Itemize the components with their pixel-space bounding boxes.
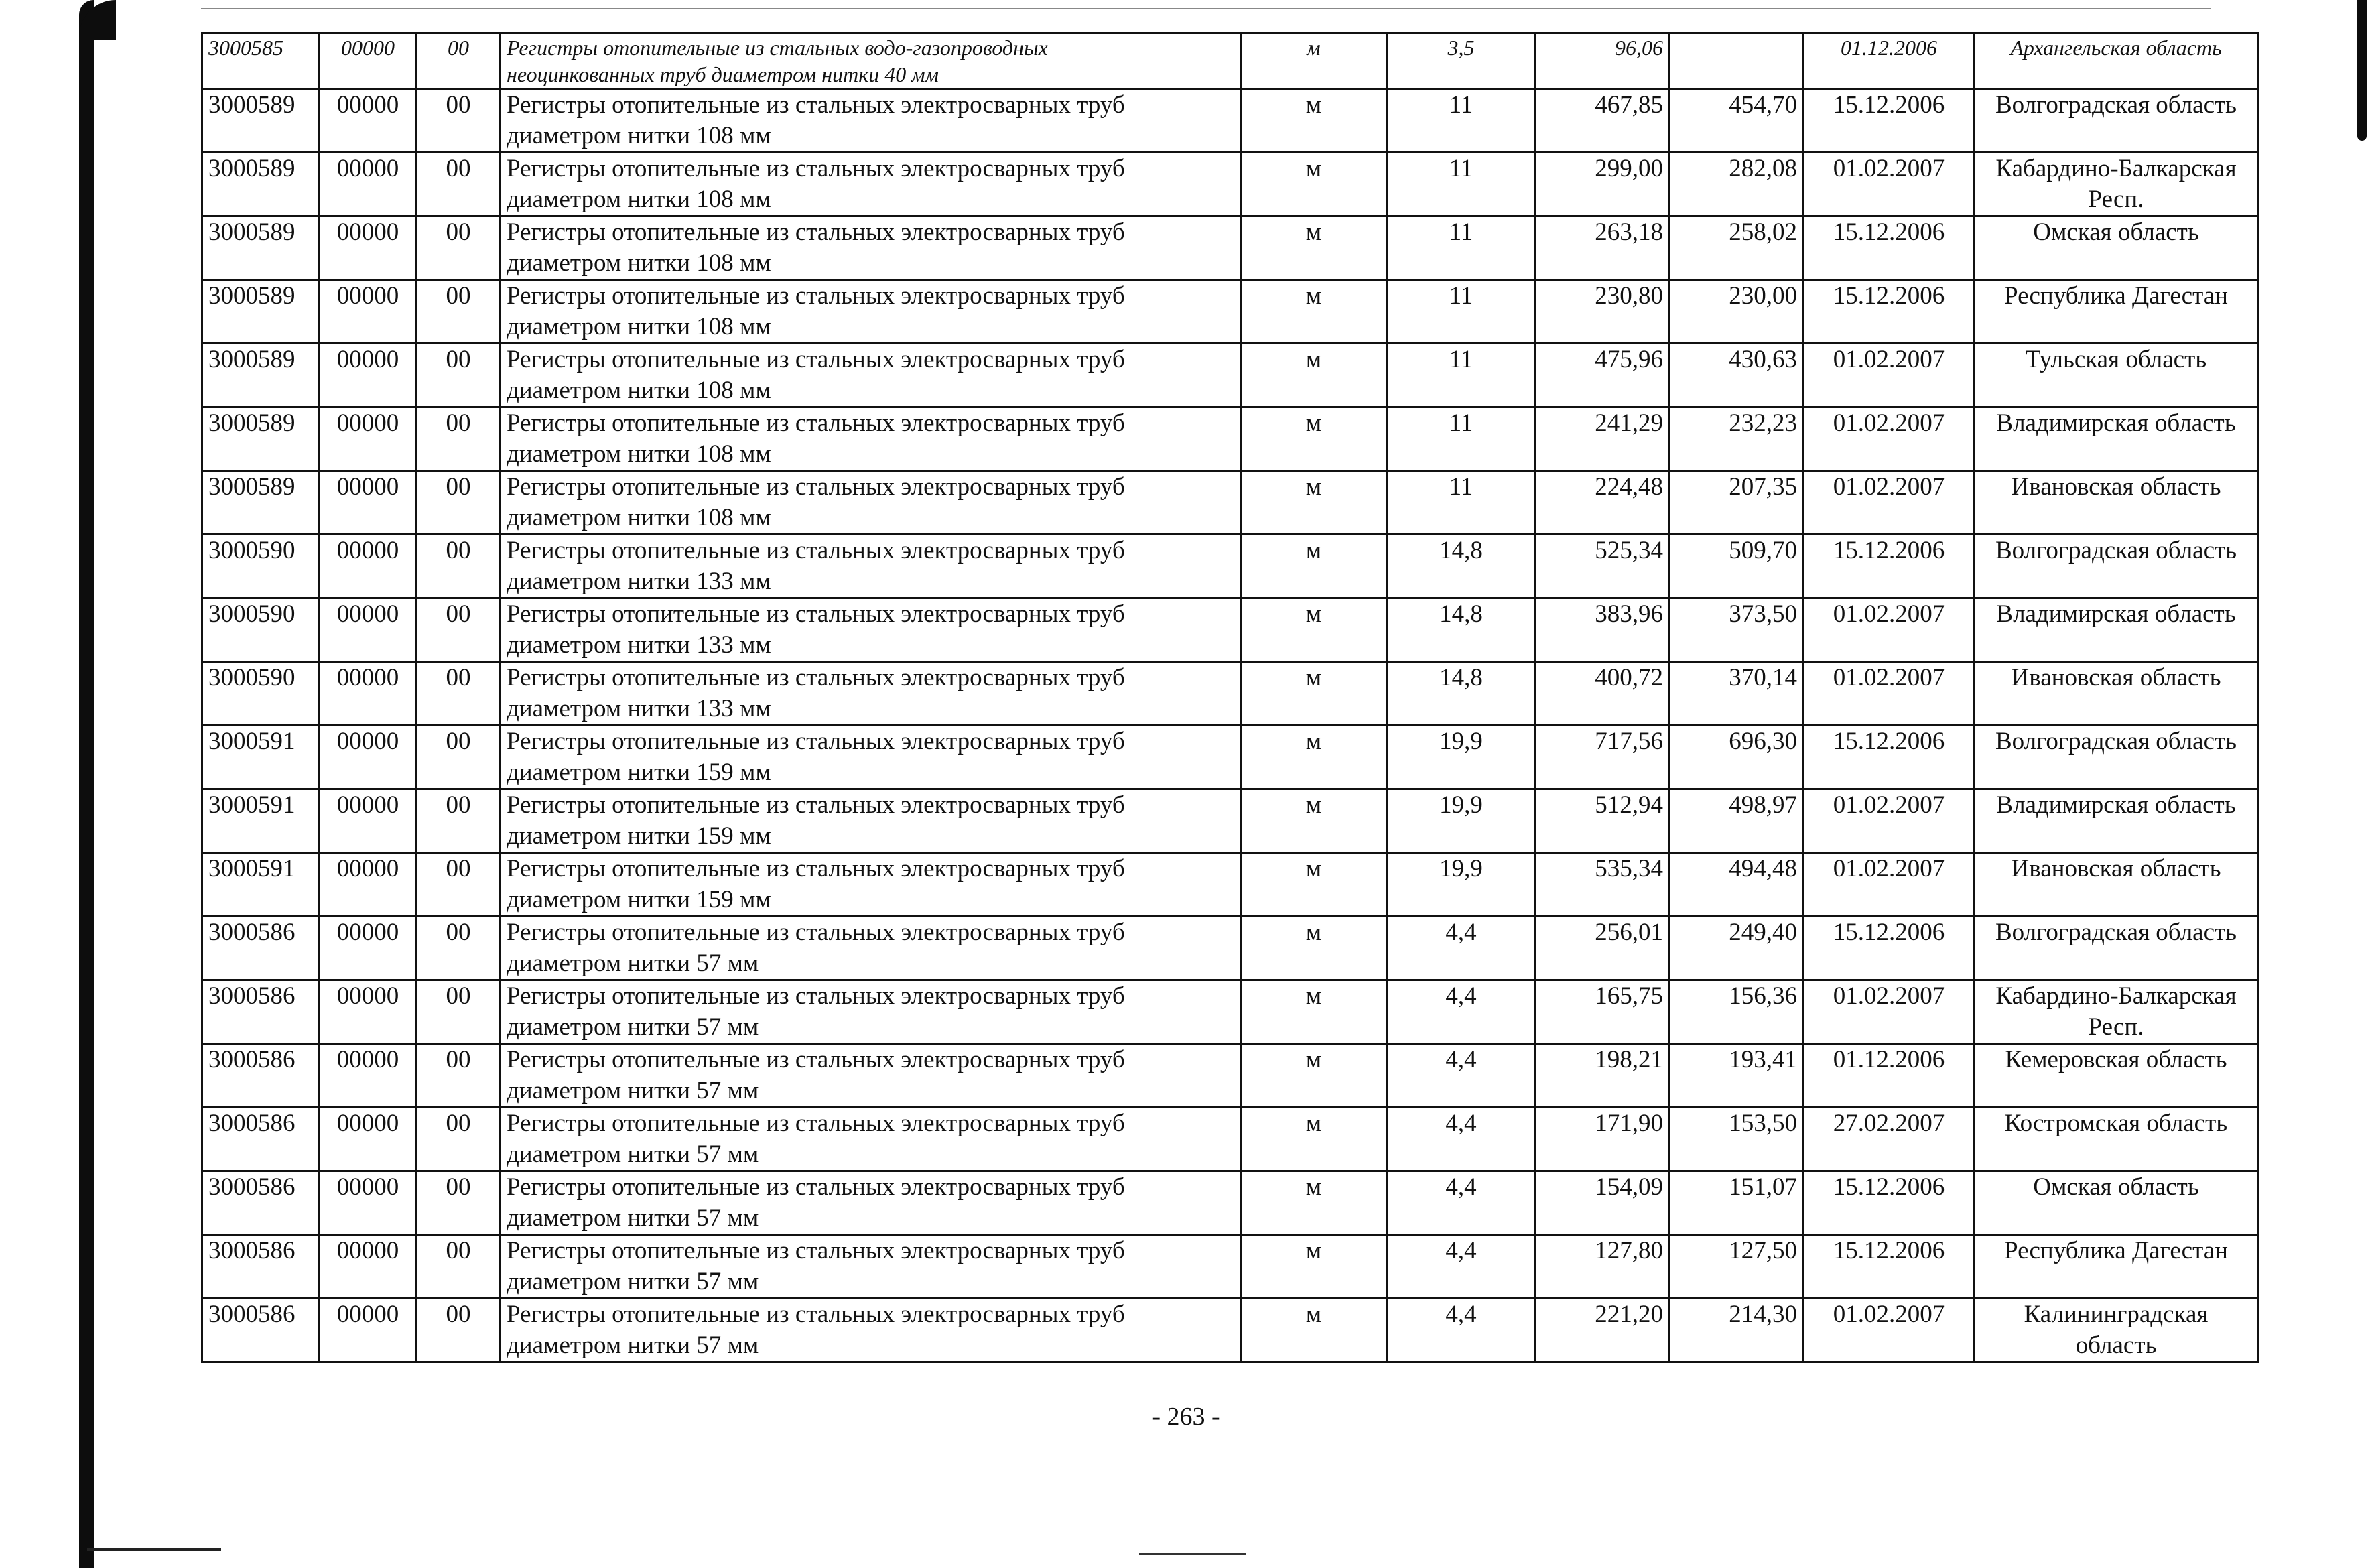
scan-shadow-right [2357, 0, 2367, 141]
cell-price-2: 430,63 [1670, 344, 1804, 407]
price-register-table [201, 32, 2259, 1363]
cell-name-line-2: диаметром нитки 108 мм [507, 186, 771, 213]
cell-name-line-2: диаметром нитки 57 мм [507, 1268, 759, 1295]
cell-date: 15.12.2006 [1804, 216, 1975, 280]
cell-name [501, 344, 1241, 407]
cell-name-line-2: диаметром нитки 159 мм [507, 886, 771, 913]
cell-region: Тульская область [1975, 344, 2258, 407]
cell-subcode-2: 00 [417, 407, 501, 471]
cell-price-1: 241,29 [1536, 407, 1670, 471]
cell-quantity: 4,4 [1387, 1044, 1536, 1108]
cell-name-line-1: Регистры отопительные из стальных электросварных труб [507, 664, 1125, 692]
cell-date: 27.02.2007 [1804, 1108, 1975, 1171]
cell-region: Архангельская область [1975, 34, 2258, 89]
cell-subcode: 00000 [320, 535, 417, 598]
cell-subcode-2: 00 [417, 789, 501, 853]
cell-name-line-1: Регистры отопительные из стальных электросварных труб [507, 346, 1125, 373]
cell-code: 3000589 [202, 153, 320, 216]
scan-shadow-left [79, 0, 94, 1568]
cell-region: Омская область [1975, 1171, 2258, 1235]
cell-subcode-2: 00 [417, 598, 501, 662]
cell-quantity: 19,9 [1387, 789, 1536, 853]
cell-price-1: 525,34 [1536, 535, 1670, 598]
cell-region: Волгоградская область [1975, 535, 2258, 598]
cell-price-2: 454,70 [1670, 89, 1804, 153]
cell-price-2: 151,07 [1670, 1171, 1804, 1235]
cell-unit: м [1241, 1108, 1387, 1171]
cell-subcode: 00000 [320, 471, 417, 535]
cell-name [501, 535, 1241, 598]
cell-subcode-2: 00 [417, 917, 501, 980]
cell-date: 01.02.2007 [1804, 598, 1975, 662]
cell-price-1: 96,06 [1536, 34, 1670, 89]
cell-subcode-2: 00 [417, 89, 501, 153]
cell-quantity: 4,4 [1387, 1299, 1536, 1362]
cell-name-line-1: Регистры отопительные из стальных электросварных труб [507, 91, 1125, 119]
table-row [202, 407, 2258, 471]
cell-quantity: 14,8 [1387, 535, 1536, 598]
cell-name-line-2: диаметром нитки 108 мм [507, 249, 771, 277]
cell-subcode: 00000 [320, 216, 417, 280]
cell-subcode: 00000 [320, 153, 417, 216]
table-row [202, 471, 2258, 535]
cell-price-2 [1670, 34, 1804, 89]
cell-region: Кабардино-Балкарская Респ. [1975, 153, 2258, 216]
cell-price-1: 154,09 [1536, 1171, 1670, 1235]
cell-quantity: 14,8 [1387, 598, 1536, 662]
cell-subcode-2: 00 [417, 34, 501, 89]
cell-quantity: 19,9 [1387, 726, 1536, 789]
cell-price-2: 214,30 [1670, 1299, 1804, 1362]
cell-price-2: 498,97 [1670, 789, 1804, 853]
cell-subcode-2: 00 [417, 726, 501, 789]
cell-region: Республика Дагестан [1975, 1235, 2258, 1299]
cell-subcode-2: 00 [417, 662, 501, 726]
cell-name-line-2: диаметром нитки 133 мм [507, 631, 771, 659]
cell-code: 3000586 [202, 1108, 320, 1171]
cell-price-2: 156,36 [1670, 980, 1804, 1044]
cell-code: 3000591 [202, 726, 320, 789]
cell-name [501, 216, 1241, 280]
cell-quantity: 3,5 [1387, 34, 1536, 89]
cell-price-2: 696,30 [1670, 726, 1804, 789]
cell-quantity: 4,4 [1387, 1108, 1536, 1171]
cell-subcode: 00000 [320, 407, 417, 471]
cell-price-1: 221,20 [1536, 1299, 1670, 1362]
cell-name-line-2: диаметром нитки 108 мм [507, 504, 771, 531]
cell-quantity: 11 [1387, 471, 1536, 535]
cell-unit: м [1241, 471, 1387, 535]
cell-code: 3000586 [202, 1299, 320, 1362]
cell-price-1: 467,85 [1536, 89, 1670, 153]
cell-price-1: 400,72 [1536, 662, 1670, 726]
cell-name [501, 980, 1241, 1044]
cell-name [501, 34, 1241, 89]
cell-name [501, 89, 1241, 153]
cell-name-line-2: диаметром нитки 108 мм [507, 122, 771, 149]
scan-line-top [201, 8, 2211, 9]
cell-quantity: 11 [1387, 89, 1536, 153]
cell-subcode: 00000 [320, 917, 417, 980]
cell-subcode-2: 00 [417, 1044, 501, 1108]
cell-quantity: 11 [1387, 344, 1536, 407]
table-row [202, 598, 2258, 662]
cell-price-2: 373,50 [1670, 598, 1804, 662]
cell-price-2: 207,35 [1670, 471, 1804, 535]
table-row [202, 1108, 2258, 1171]
cell-subcode-2: 00 [417, 1299, 501, 1362]
cell-subcode: 00000 [320, 662, 417, 726]
table-row [202, 726, 2258, 789]
cell-date: 01.02.2007 [1804, 153, 1975, 216]
cell-subcode-2: 00 [417, 471, 501, 535]
cell-price-2: 370,14 [1670, 662, 1804, 726]
cell-name [501, 153, 1241, 216]
cell-price-1: 535,34 [1536, 853, 1670, 917]
table-row [202, 662, 2258, 726]
cell-price-1: 127,80 [1536, 1235, 1670, 1299]
cell-unit: м [1241, 34, 1387, 89]
cell-region: Волгоградская область [1975, 726, 2258, 789]
table-row [202, 1235, 2258, 1299]
cell-subcode: 00000 [320, 980, 417, 1044]
cell-quantity: 19,9 [1387, 853, 1536, 917]
cell-name [501, 789, 1241, 853]
cell-code: 3000589 [202, 89, 320, 153]
cell-unit: м [1241, 853, 1387, 917]
cell-quantity: 11 [1387, 216, 1536, 280]
cell-date: 01.02.2007 [1804, 853, 1975, 917]
cell-name-line-1: Регистры отопительные из стальных электросварных труб [507, 791, 1125, 819]
cell-date: 15.12.2006 [1804, 917, 1975, 980]
cell-date: 01.02.2007 [1804, 407, 1975, 471]
cell-subcode-2: 00 [417, 1171, 501, 1235]
cell-subcode-2: 00 [417, 344, 501, 407]
cell-code: 3000590 [202, 535, 320, 598]
cell-name-line-2: диаметром нитки 57 мм [507, 1204, 759, 1232]
cell-name-line-2: диаметром нитки 159 мм [507, 759, 771, 786]
cell-subcode-2: 00 [417, 1235, 501, 1299]
cell-price-1: 299,00 [1536, 153, 1670, 216]
table-row [202, 1044, 2258, 1108]
cell-price-1: 224,48 [1536, 471, 1670, 535]
cell-price-1: 165,75 [1536, 980, 1670, 1044]
cell-name [501, 471, 1241, 535]
cell-subcode: 00000 [320, 789, 417, 853]
cell-name-line-2: диаметром нитки 108 мм [507, 377, 771, 404]
cell-name-line-2: диаметром нитки 108 мм [507, 440, 771, 468]
cell-subcode-2: 00 [417, 153, 501, 216]
table-row [202, 89, 2258, 153]
cell-subcode: 00000 [320, 1171, 417, 1235]
table-row [202, 1171, 2258, 1235]
cell-price-2: 509,70 [1670, 535, 1804, 598]
scan-line-bottom [87, 1548, 221, 1551]
cell-code: 3000585 [202, 34, 320, 89]
cell-date: 15.12.2006 [1804, 1171, 1975, 1235]
cell-unit: м [1241, 407, 1387, 471]
cell-date: 15.12.2006 [1804, 1235, 1975, 1299]
table-row [202, 980, 2258, 1044]
cell-name [501, 1108, 1241, 1171]
cell-unit: м [1241, 344, 1387, 407]
table-row [202, 535, 2258, 598]
cell-code: 3000589 [202, 471, 320, 535]
cell-date: 15.12.2006 [1804, 535, 1975, 598]
cell-name [501, 1044, 1241, 1108]
cell-unit: м [1241, 1299, 1387, 1362]
cell-region: Ивановская область [1975, 662, 2258, 726]
cell-date: 01.02.2007 [1804, 344, 1975, 407]
cell-subcode-2: 00 [417, 535, 501, 598]
cell-subcode: 00000 [320, 1044, 417, 1108]
cell-region: Калининградская область [1975, 1299, 2258, 1362]
cell-quantity: 4,4 [1387, 1171, 1536, 1235]
cell-date: 01.12.2006 [1804, 1044, 1975, 1108]
cell-date: 01.02.2007 [1804, 471, 1975, 535]
cell-name-line-2: диаметром нитки 159 мм [507, 822, 771, 850]
cell-name [501, 1299, 1241, 1362]
cell-unit: м [1241, 535, 1387, 598]
cell-region: Волгоградская область [1975, 89, 2258, 153]
cell-unit: м [1241, 216, 1387, 280]
cell-price-2: 153,50 [1670, 1108, 1804, 1171]
cell-price-1: 383,96 [1536, 598, 1670, 662]
cell-name-line-2: неоцинкованных труб диаметром нитки 40 мм [507, 62, 939, 86]
scan-line-bottom-center [1139, 1553, 1246, 1555]
cell-name-line-2: диаметром нитки 57 мм [507, 1331, 759, 1359]
cell-name-line-1: Регистры отопительные из стальных электросварных труб [507, 1301, 1125, 1328]
cell-quantity: 14,8 [1387, 662, 1536, 726]
page-number: - 263 - [1152, 1402, 1220, 1431]
cell-subcode: 00000 [320, 34, 417, 89]
cell-date: 01.02.2007 [1804, 662, 1975, 726]
cell-name [501, 1235, 1241, 1299]
cell-region: Кемеровская область [1975, 1044, 2258, 1108]
cell-unit: м [1241, 1235, 1387, 1299]
cell-price-1: 512,94 [1536, 789, 1670, 853]
table-row [202, 216, 2258, 280]
scan-margin-left [0, 0, 90, 1568]
cell-subcode: 00000 [320, 89, 417, 153]
table-row [202, 344, 2258, 407]
cell-price-2: 258,02 [1670, 216, 1804, 280]
cell-price-1: 475,96 [1536, 344, 1670, 407]
cell-price-1: 717,56 [1536, 726, 1670, 789]
cell-unit: м [1241, 726, 1387, 789]
cell-region: Ивановская область [1975, 471, 2258, 535]
cell-unit: м [1241, 280, 1387, 344]
cell-name [501, 726, 1241, 789]
cell-code: 3000589 [202, 407, 320, 471]
cell-name-line-1: Регистры отопительные из стальных электросварных труб [507, 409, 1125, 437]
cell-unit: м [1241, 1171, 1387, 1235]
cell-price-2: 127,50 [1670, 1235, 1804, 1299]
cell-date: 01.12.2006 [1804, 34, 1975, 89]
cell-date: 15.12.2006 [1804, 89, 1975, 153]
cell-code: 3000589 [202, 216, 320, 280]
cell-name [501, 598, 1241, 662]
cell-code: 3000586 [202, 1044, 320, 1108]
table-row [202, 153, 2258, 216]
cell-quantity: 11 [1387, 280, 1536, 344]
cell-quantity: 4,4 [1387, 980, 1536, 1044]
cell-quantity: 4,4 [1387, 1235, 1536, 1299]
cell-date: 01.02.2007 [1804, 980, 1975, 1044]
cell-price-2: 494,48 [1670, 853, 1804, 917]
cell-name [501, 1171, 1241, 1235]
cell-price-1: 198,21 [1536, 1044, 1670, 1108]
cell-subcode-2: 00 [417, 216, 501, 280]
cell-date: 15.12.2006 [1804, 280, 1975, 344]
cell-name [501, 407, 1241, 471]
cell-unit: м [1241, 153, 1387, 216]
cell-unit: м [1241, 662, 1387, 726]
cell-name-line-1: Регистры отопительные из стальных электросварных труб [507, 919, 1125, 946]
cell-date: 01.02.2007 [1804, 789, 1975, 853]
cell-region: Владимирская область [1975, 598, 2258, 662]
cell-unit: м [1241, 789, 1387, 853]
cell-quantity: 11 [1387, 407, 1536, 471]
cell-price-2: 249,40 [1670, 917, 1804, 980]
cell-code: 3000589 [202, 344, 320, 407]
cell-name-line-2: диаметром нитки 57 мм [507, 1077, 759, 1104]
cell-name-line-2: диаметром нитки 57 мм [507, 1140, 759, 1168]
cell-name-line-1: Регистры отопительные из стальных электросварных труб [507, 982, 1125, 1010]
table-row [202, 34, 2258, 89]
cell-unit: м [1241, 1044, 1387, 1108]
cell-price-1: 230,80 [1536, 280, 1670, 344]
cell-name-line-1: Регистры отопительные из стальных водо-газопроводных [507, 36, 1048, 60]
cell-code: 3000586 [202, 917, 320, 980]
table-row [202, 789, 2258, 853]
cell-name [501, 917, 1241, 980]
table-body [202, 34, 2258, 1362]
cell-name-line-2: диаметром нитки 57 мм [507, 1013, 759, 1041]
cell-name [501, 662, 1241, 726]
table-row [202, 280, 2258, 344]
cell-subcode: 00000 [320, 1299, 417, 1362]
cell-unit: м [1241, 89, 1387, 153]
cell-quantity: 4,4 [1387, 917, 1536, 980]
cell-subcode-2: 00 [417, 853, 501, 917]
cell-quantity: 11 [1387, 153, 1536, 216]
cell-name [501, 280, 1241, 344]
cell-price-1: 256,01 [1536, 917, 1670, 980]
cell-region: Владимирская область [1975, 407, 2258, 471]
cell-region: Кабардино-Балкарская Респ. [1975, 980, 2258, 1044]
cell-price-2: 193,41 [1670, 1044, 1804, 1108]
cell-price-2: 230,00 [1670, 280, 1804, 344]
cell-date: 01.02.2007 [1804, 1299, 1975, 1362]
cell-subcode: 00000 [320, 726, 417, 789]
cell-subcode: 00000 [320, 1108, 417, 1171]
table-row [202, 1299, 2258, 1362]
cell-name-line-1: Регистры отопительные из стальных электросварных труб [507, 537, 1125, 564]
cell-region: Костромская область [1975, 1108, 2258, 1171]
cell-name-line-1: Регистры отопительные из стальных электросварных труб [507, 473, 1125, 501]
cell-subcode-2: 00 [417, 280, 501, 344]
cell-name-line-1: Регистры отопительные из стальных электросварных труб [507, 218, 1125, 246]
cell-name-line-1: Регистры отопительные из стальных электросварных труб [507, 855, 1125, 883]
cell-name-line-1: Регистры отопительные из стальных электросварных труб [507, 1173, 1125, 1201]
cell-code: 3000590 [202, 662, 320, 726]
cell-region: Владимирская область [1975, 789, 2258, 853]
cell-subcode-2: 00 [417, 980, 501, 1044]
cell-code: 3000590 [202, 598, 320, 662]
cell-name-line-1: Регистры отопительные из стальных электросварных труб [507, 1046, 1125, 1073]
cell-name-line-2: диаметром нитки 57 мм [507, 950, 759, 977]
cell-code: 3000586 [202, 980, 320, 1044]
cell-name [501, 853, 1241, 917]
cell-region: Ивановская область [1975, 853, 2258, 917]
cell-price-2: 282,08 [1670, 153, 1804, 216]
cell-name-line-2: диаметром нитки 133 мм [507, 568, 771, 595]
cell-name-line-1: Регистры отопительные из стальных электросварных труб [507, 282, 1125, 310]
cell-code: 3000591 [202, 789, 320, 853]
cell-region: Республика Дагестан [1975, 280, 2258, 344]
cell-name-line-1: Регистры отопительные из стальных электросварных труб [507, 1237, 1125, 1264]
cell-name-line-1: Регистры отопительные из стальных электросварных труб [507, 155, 1125, 182]
cell-price-1: 171,90 [1536, 1108, 1670, 1171]
cell-name-line-1: Регистры отопительные из стальных электросварных труб [507, 728, 1125, 755]
cell-code: 3000586 [202, 1171, 320, 1235]
table-row [202, 853, 2258, 917]
cell-unit: м [1241, 598, 1387, 662]
cell-date: 15.12.2006 [1804, 726, 1975, 789]
cell-unit: м [1241, 980, 1387, 1044]
cell-subcode: 00000 [320, 280, 417, 344]
cell-subcode-2: 00 [417, 1108, 501, 1171]
cell-region: Омская область [1975, 216, 2258, 280]
cell-name-line-2: диаметром нитки 133 мм [507, 695, 771, 722]
cell-subcode: 00000 [320, 1235, 417, 1299]
cell-name-line-1: Регистры отопительные из стальных электросварных труб [507, 1110, 1125, 1137]
table-row [202, 917, 2258, 980]
cell-price-2: 232,23 [1670, 407, 1804, 471]
cell-price-1: 263,18 [1536, 216, 1670, 280]
cell-code: 3000589 [202, 280, 320, 344]
cell-name-line-1: Регистры отопительные из стальных электросварных труб [507, 600, 1125, 628]
cell-unit: м [1241, 917, 1387, 980]
cell-subcode: 00000 [320, 853, 417, 917]
cell-code: 3000591 [202, 853, 320, 917]
cell-region: Волгоградская область [1975, 917, 2258, 980]
cell-subcode: 00000 [320, 598, 417, 662]
cell-name-line-2: диаметром нитки 108 мм [507, 313, 771, 340]
cell-code: 3000586 [202, 1235, 320, 1299]
cell-subcode: 00000 [320, 344, 417, 407]
